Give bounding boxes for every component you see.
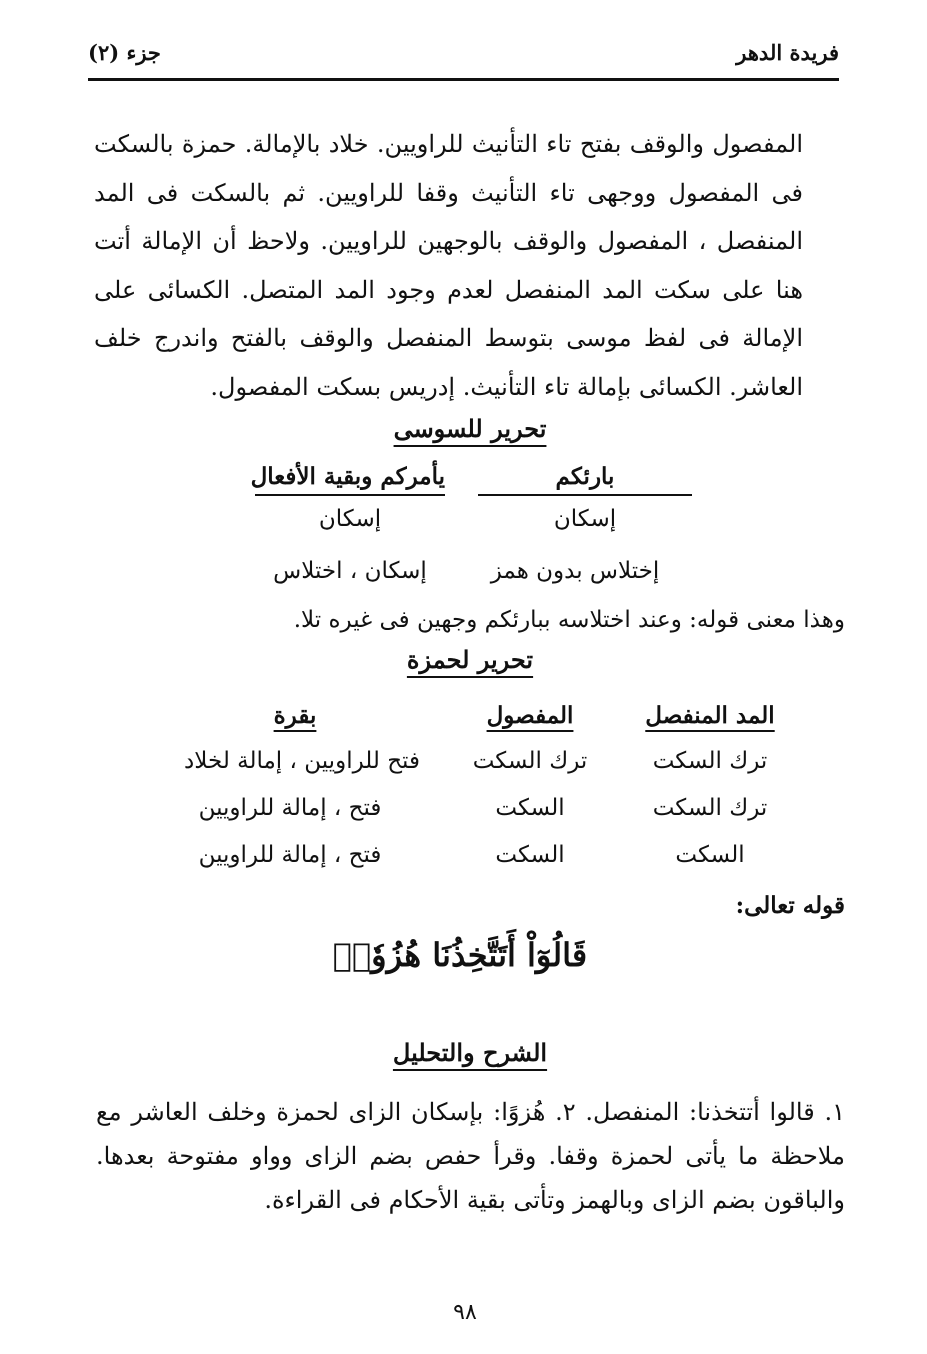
soosi-note: وهذا معنى قوله: وعند اختلاسه ببارئكم وجهين فى غيره تلا. [293, 607, 845, 633]
sharh-heading: الشرح والتحليل [392, 1038, 548, 1067]
page-header [88, 36, 839, 72]
header-part: جزء (٢) [88, 40, 161, 65]
hamza-header-mafsool: المفصول [486, 702, 574, 729]
sharh-paragraph: ١. قالوا أتتخذنا: المنفصل. ٢. هُزوًا: بإسكان الزاى لحمزة وخلف العاشر مع ملاحظة ما يأتى لحمزة وقفا. وقرأ حفص بضم الزاى وواو مفتوحة بعدها. والباقون بضم الزاى وبالهمز وتأتى بقية الأحكام فى القراءة. [96, 1098, 845, 1214]
hamza-row3-col2: السكت [495, 842, 565, 868]
hamza-row2-col3: فتح ، إمالة للراويين [198, 795, 382, 821]
header-rule [88, 78, 839, 81]
hamza-row1-col3: فتح للراويين ، إمالة لخلاد [184, 748, 420, 774]
soosi-col1-header: بارئكم [555, 463, 615, 490]
soosi-row1-col1: إسكان [553, 506, 617, 532]
hamza-heading: تحرير لحمزة [406, 645, 534, 674]
quran-verse: قَالُوٓاْ أَتَتَّخِذُنَا هُزُوٗاۖ [332, 936, 588, 974]
hamza-header-mad-munfasil: المد المنفصل [645, 702, 775, 729]
soosi-row1-col2: إسكان [318, 506, 382, 532]
hamza-row3-col3: فتح ، إمالة للراويين [198, 842, 382, 868]
soosi-col1-underline [478, 494, 692, 496]
hamza-row1-col1: ترك السكت [652, 748, 768, 774]
soosi-row2-col2: إسكان ، اختلاس [273, 558, 427, 584]
hamza-row1-col2: ترك السكت [472, 748, 588, 774]
hamza-row2-col1: ترك السكت [652, 795, 768, 821]
soosi-col2-header: يأمركم وبقية الأفعال [250, 463, 445, 490]
intro-paragraph: المفصول والوقف بفتح تاء التأنيث للراويين. خلاد بالإمالة. حمزة بالسكت فى المفصول ووجهى تاء التأنيث وقفا للراويين. ثم بالسكت فى المد المنفصل ، المفصول والوقف بالوجهين للراويين. ولاحظ أن الإمالة أتت هنا على سكت المد المنفصل لعدم وجود المد المتصل. الكسائى على الإمالة فى لفظ موسى بتوسط المنفصل والوقف بالفتح واندرج خلف العاشر. الكسائى بإمالة تاء التأنيث. إدريس بسكت المفصول. [94, 130, 803, 401]
soosi-heading: تحرير للسوسى [393, 414, 547, 443]
hamza-row3-col1: السكت [675, 842, 745, 868]
header-title: فريدة الدهر [736, 40, 839, 65]
soosi-col2-underline [255, 494, 445, 496]
hamza-header-baqara: بقرة [273, 702, 317, 729]
soosi-row2-col1: إختلاس بدون همز [490, 558, 660, 584]
qawl-label: قوله تعالى: [735, 892, 845, 919]
hamza-row2-col2: السكت [495, 795, 565, 821]
page-number: ٩٨ [453, 1300, 477, 1325]
